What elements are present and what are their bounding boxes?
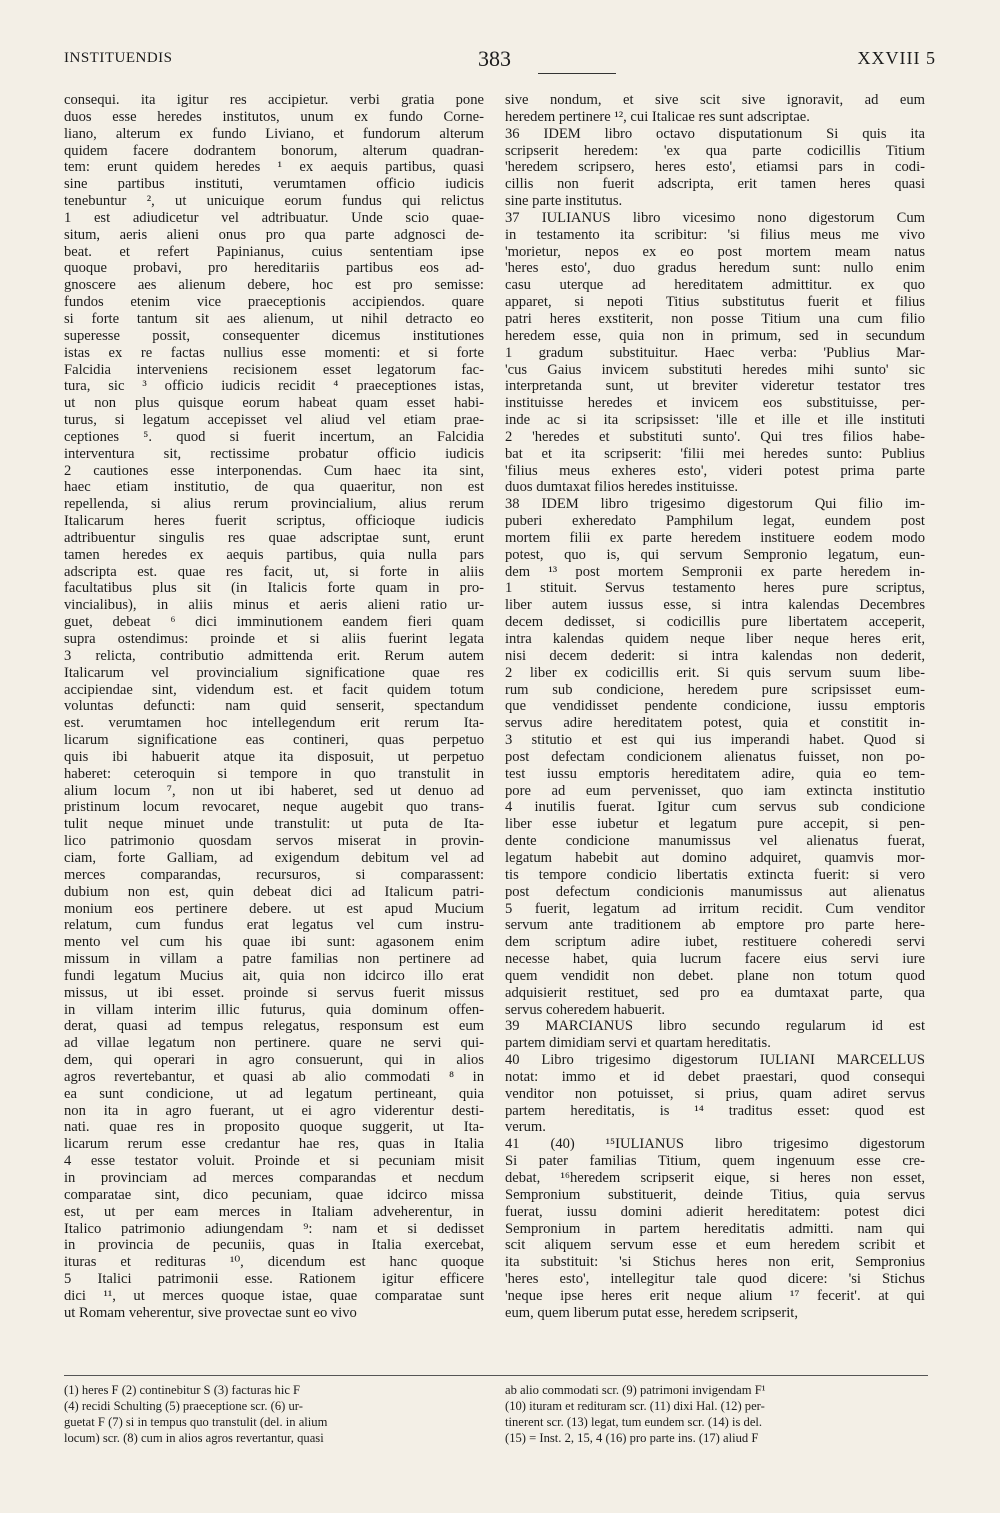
text-line: guet, debeat ⁶ dici imminutionem eandem fieri quam [64, 614, 484, 631]
text-line: tem: erunt quidem heredes ¹ ex aequis partibus, quasi [64, 159, 484, 176]
text-line: Italicarum heres fuerit scriptus, officioque iudicis [64, 513, 484, 530]
text-line: bat et ita scripserit: 'filii mei heredes sunto: Publius [505, 445, 925, 462]
text-line: venditor non potuisset, si prius, quam adiret servus [505, 1085, 925, 1102]
text-line: 41 (40) ¹⁵IULIANUS libro trigesimo digestorum [505, 1136, 925, 1153]
text-line: heredem esse, quia non in primum, sed in secundum [505, 327, 925, 344]
text-line: voluntas defuncti: nam quid senserit, spectandum [64, 698, 484, 715]
text-line: haberet: ceteroquin si tempore in quo transtulit in [64, 765, 484, 782]
text-line: 5 Italici patrimonii esse. Rationem igitur efficere [64, 1271, 484, 1288]
text-line: interventura sit, rectissime probatur officio iudicis [64, 445, 484, 462]
text-line: quem vendidit non debet. plane non totum quod [505, 967, 925, 984]
text-line: Falcidia interveniens recisionem esset legatorum fac- [64, 361, 484, 378]
text-line: nisi decem dederit: si intra kalendas non dederit, [505, 647, 925, 664]
text-line: 1 stituit. Servus testamento heres pure scriptus, [505, 580, 925, 597]
text-line: est. verumtamen hoc intellegendum erit rerum Ita- [64, 715, 484, 732]
text-line: ad villae legatum non pertinere. quare ne servi qui- [64, 1035, 484, 1052]
text-line: potest, quo is, qui servum Sempronio legatum, eun- [505, 546, 925, 563]
running-header [64, 46, 936, 76]
left-text-column [64, 92, 484, 1322]
text-line: non ita in agro fuerant, ut ei agro viderentur desti- [64, 1102, 484, 1119]
text-line: liber autem iussus esse, si intra kalendas Decembres [505, 597, 925, 614]
text-line: derat, quasi ad tempus relegatus, responsum est eum [64, 1018, 484, 1035]
text-line: 4 inutilis fuerat. Igitur cum servus sub condicione [505, 799, 925, 816]
text-line: servus coheredem habuerit. [505, 1001, 666, 1018]
text-line: in testamento ita scribitur: 'si filius meus me vivo [505, 226, 925, 243]
text-line: que vendidisset pendente condicione, iussu emptoris [505, 698, 925, 715]
text-line: 36 IDEM libro octavo disputationum Si quis ita [505, 125, 925, 142]
text-line: 2 cautiones esse interponendas. Cum haec ita sint, [64, 462, 484, 479]
text-line: 'neque ipse heres erit neque alium ¹⁷ fecerit'. at qui [505, 1287, 925, 1304]
text-line: adquisierit restituet, sed pro ea dumtaxat parte, qua [505, 984, 925, 1001]
text-line: comparatae sint, dico pecuniam, quae idcirco missa [64, 1186, 484, 1203]
text-line: inde ac si ita scripsisset: 'ille et ille et ille instituti [505, 412, 925, 429]
text-line: missus, ut ibi esset. proinde si servus fuerit missus [64, 984, 484, 1001]
text-line: dem scriptum adire iubet, restituere coheredi servi [505, 934, 925, 951]
text-line: adtribuentur singulis res quae adscriptae sunt, erunt [64, 529, 484, 546]
page-number: 383 [478, 46, 511, 71]
text-line: tulit neque minuet unde transtulit: ut puta de Ita- [64, 816, 484, 833]
text-line: dem ¹³ post mortem Sempronii ex parte heredem in- [505, 563, 925, 580]
text-line: supra ostendimus: proinde et si aliis fuerint legata [64, 631, 484, 647]
text-line: Si pater familias Titium, quem ingenuum esse cre- [505, 1153, 925, 1170]
text-line: puberi exheredato Pamphilum legat, eundem post [505, 513, 925, 530]
text-line: fundi legatum Mucius ait, quia non idcirco illo erat [64, 967, 484, 984]
text-line: vincialibus), in aliis minus et aeris alieni ratio ur- [64, 597, 484, 614]
text-line: ut Romam veherentur, sive provectae sunt eo vivo [64, 1304, 357, 1321]
text-line: post defectum condicionis manumissus aut alienatus [505, 883, 925, 900]
text-line: tenebuntur ², ut unicuique eorum fundus qui relictus [64, 193, 484, 210]
text-line: ceptiones ⁵. quod si fuerit incertum, an Falcidia [64, 428, 484, 445]
text-line: scit aliquem servum esse et eum heredem scribit et [505, 1237, 925, 1254]
text-line: in villam interim illic futurus, quia dominum offen- [64, 1001, 484, 1018]
text-line: mortem filii ex parte heredem instituere eodem modo [505, 529, 925, 546]
text-line: facultatibus plus sit (in Italicis forte quam in pro- [64, 580, 484, 597]
text-line: ita substituit: 'si Stichus heres non erit, Sempronius [505, 1254, 925, 1271]
text-line: legatum habebit aut domino adquiret, quamvis mor- [505, 849, 925, 866]
text-line: rum sub condicione, heredem pure scripsisset eum- [505, 681, 925, 698]
text-line: relatum, cum fundus erat legatus vel cum instru- [64, 917, 484, 934]
text-line: instituisse heredes et invicem eos substituisse, per- [505, 395, 925, 412]
text-line: repellenda, si alius rerum provincialium, alius rerum [64, 496, 484, 513]
text-line: duos esse heredes institutos, unum ex fundo Corne- [64, 108, 484, 125]
text-line: quis ibi habuerit atque ita disposuit, ut perpetuo [64, 748, 484, 765]
text-line: 'heredem scripsero, heres esto', etiamsi pars in codi- [505, 159, 925, 176]
footnote-line: (1) heres F (2) continebitur S (3) facturas hic F [64, 1383, 301, 1397]
text-line: 40 Libro trigesimo digestorum IULIANI MARCELLUS [505, 1052, 925, 1069]
right-text-column [505, 92, 925, 1322]
footnotes-left [64, 1382, 484, 1446]
text-line: pristinum locum revocaret, neque augebit quo trans- [64, 799, 484, 816]
text-line: liano, alterum ex fundo Liviano, et fundorum alterum [64, 125, 484, 142]
text-line: situm, aeris alieni onus pro qua parte adgnosci de- [64, 226, 484, 243]
text-line: merces comparandas, recursuros, si comparassent: [64, 866, 484, 883]
text-line: licarum rerum esse credantur hae res, quas in Italia [64, 1136, 484, 1153]
text-line: sive nondum, et sive scit sive ignoravit, ad eum [505, 92, 925, 108]
text-line: 'filius meus exheres esto', videri potest prima parte [505, 462, 925, 479]
text-line: 3 stitutio et est qui ius imperandi habet. Quod si [505, 732, 925, 749]
text-line: mento vel cum his quae ibi sunt: agasonem enim [64, 934, 484, 951]
footnote-divider [64, 1375, 928, 1376]
text-line: sine partibus instituti, verumtamen officio iudicis [64, 176, 484, 193]
text-line: 2 'heredes et substituti sunto'. Qui tres filios habe- [505, 428, 925, 445]
text-line: Sempronium substituerit, deinde Titius, quia servus [505, 1186, 925, 1203]
text-line: ea sunt condicione, ut ad legatum pertineant, quia [64, 1085, 484, 1102]
text-line: haec etiam institutio, de qua quaeritur, non est [64, 479, 484, 496]
text-line: debat, ¹⁶heredem scripserit eique, si heres non esset, [505, 1170, 925, 1186]
text-line: alium locum ⁷, non ut ibi haberet, sed ut denuo ad [64, 782, 484, 799]
text-line: accipiendae sint, videndum est. et facit quidem totum [64, 681, 484, 698]
text-line: istas ex re factas nullius esse momenti: et si forte [64, 344, 484, 361]
text-line: servum ante traditionem ab emptore pro parte here- [505, 917, 925, 934]
text-line: interpretanda sunt, ut breviter videretur testator tres [505, 378, 925, 395]
text-line: Italicarum vel provincialium significatione quae res [64, 664, 484, 681]
text-line: 4 esse testator voluit. Proinde et si pecuniam misit [64, 1153, 484, 1170]
text-line: 39 MARCIANUS libro secundo regularum id est [505, 1018, 925, 1035]
text-line: si forte tantum sit aes alienum, ut nihil detracto eo [64, 310, 484, 327]
text-line: 37 IULIANUS libro vicesimo nono digestorum Cum [505, 209, 925, 226]
text-line: partem hereditatis, is ¹⁴ traditus esset: quod est [505, 1102, 925, 1119]
text-line: dente condicione manumissus vel alienatus fuerat, [505, 833, 925, 850]
text-line: necesse habet, quia lucrum facere eius servi iure [505, 951, 925, 968]
text-line: pore ad eum pervenisset, quo iam extincta institutio [505, 782, 925, 799]
text-line: servus adire hereditatem potest, quia et constitit in- [505, 715, 925, 732]
footnote-line: locum) scr. (8) cum in alios agros revertantur, quasi [64, 1431, 324, 1445]
text-line: dem, qui operari in agro consuerunt, qui in alios [64, 1052, 484, 1069]
text-line: 3 relicta, contributio admittenda erit. Rerum autem [64, 647, 484, 664]
text-line: partem dimidiam servi et quartam hereditatis. [505, 1035, 771, 1052]
text-line: sine parte institutus. [505, 193, 623, 210]
text-line: post defectam condicionem alienatus fuisset, non po- [505, 748, 925, 765]
text-line: lico patrimonio quosdam servos miserat in provin- [64, 833, 484, 850]
text-line: 5 fuerit, legatum ad irritum recidit. Cum venditor [505, 900, 925, 917]
text-line: tamen heredes ex aequis partibus, quia nulla pars [64, 546, 484, 563]
text-line: 'heres esto', intellegitur tale quod dicere: 'si Stichus [505, 1271, 925, 1288]
text-line: patri heres exstiterit, non posse Titium una cum filio [505, 310, 925, 327]
text-line: superesse possit, consequenter dicemus institutiones [64, 327, 484, 344]
text-line: ut non plus quisque eorum habeat quam esset habi- [64, 395, 484, 412]
text-line: 'heres esto', duo gradus heredum sunt: nullo enim [505, 260, 925, 277]
text-line: liber esse iubetur et legatum pure accepit, si pen- [505, 816, 925, 833]
text-line: missum in villam a patre familias non pertinere ad [64, 951, 484, 968]
text-line: 'morietur, nepos ex eo post mortem meam natus [505, 243, 925, 260]
text-line: ciam, forte Galliam, ad exigendum debitum vel ad [64, 849, 484, 866]
footnote-line: guetat F (7) si in tempus quo transtulit (del. in alium [64, 1415, 328, 1429]
text-line: 'cus Gaius invicem substituti heredes mihi sunto' sic [505, 361, 925, 378]
footnotes-right [505, 1382, 925, 1446]
text-line: in provinciam ad merces comparandas et necdum [64, 1170, 484, 1186]
text-line: apparet, si nepoti Titius substitutus fuerit et filius [505, 294, 925, 311]
text-line: scripserit heredem: 'ex qua parte codicillis Titium [505, 142, 925, 159]
text-line: quidem facere dodrantem bonorum, alterum quadran- [64, 142, 484, 159]
text-line: 2 liber ex codicillis erit. Si quis servum suum libe- [505, 664, 925, 681]
text-line: test iussu emptoris hereditatem adire, quia eo tem- [505, 765, 925, 782]
text-line: licarum significatione eas contineri, quas perpetuo [64, 732, 484, 749]
text-line: in provincia de pecuniis, quas in Italia exercebat, [64, 1237, 484, 1254]
text-line: casu uterque ad hereditatem admittitur. ex quo [505, 277, 925, 294]
text-line: heredem pertinere ¹², cui Italicae res sunt adscriptae. [505, 108, 810, 125]
footnote-line: ab alio commodati scr. (9) patrimoni invigendam F¹ [505, 1383, 766, 1397]
text-line: beat. et refert Papinianus, cuius sententiam ipse [64, 243, 484, 260]
text-line: 1 gradum substituitur. Haec verba: 'Publius Mar- [505, 344, 925, 361]
text-line: est, ut per eam merces in Italiam adveherentur, in [64, 1203, 484, 1220]
text-line: intra kalendas quidem neque liber neque heres erit, [505, 631, 925, 647]
text-line: Italico patrimonio adiungendam ⁹: nam et si dedisset [64, 1220, 484, 1237]
text-line: dici ¹¹, ut merces quoque istae, quae comparatae sunt [64, 1287, 484, 1304]
text-line: Sempronium in partem hereditatis admitti. nam qui [505, 1220, 925, 1237]
text-line: consequi. ita igitur res accipietur. verbi gratia pone [64, 92, 484, 108]
text-line: ituras et redituras ¹⁰, dicendum est hanc quoque [64, 1254, 484, 1271]
text-line: 1 est adiudicetur vel adtribuatur. Unde scio quae- [64, 209, 484, 226]
text-line: fuerat, iussu domini adierit hereditatem: potest dici [505, 1203, 925, 1220]
footnote-line: tinerent scr. (13) legat, tum eundem scr. (14) is del. [505, 1415, 763, 1429]
footnote-line: (4) recidi Schulting (5) praeceptione scr. (6) ur- [64, 1399, 303, 1413]
footnote-line: (15) = Inst. 2, 15, 4 (16) pro parte ins. (17) aliud F [505, 1431, 759, 1445]
footnote-line: (10) ituram et redituram scr. (11) dixi Hal. (12) per- [505, 1399, 765, 1413]
text-line: turus, si legatum accepisset vel aliud vel etiam prae- [64, 412, 484, 429]
text-line: fundos etenim vice praeceptionis accipiendos. quare [64, 294, 484, 311]
text-line: adscripta est. quae res facit, ut, si forte in aliis [64, 563, 484, 580]
text-line: duos dumtaxat filios heredes instituisse. [505, 479, 739, 496]
header-right-reference: XXVIII 5 [857, 48, 936, 68]
text-line: dubium non est, quin debeat dici ad Italicum patri- [64, 883, 484, 900]
text-line: gnoscere aes alienum debere, hoc est pro semisse: [64, 277, 484, 294]
text-line: nati. quae res in proposito quoque suggerit, ut Ita- [64, 1119, 484, 1136]
text-line: tis tempore condicio libertatis extincta fuerit: si vero [505, 866, 925, 883]
text-line: eum, quem liberum putat esse, heredem scripserit, [505, 1304, 799, 1321]
text-line: monium eos pertinere debere. ut est apud Mucium [64, 900, 484, 917]
text-line: notat: immo et id debet praestari, quod consequi [505, 1068, 925, 1085]
text-line: tura, sic ³ officio iudicis recidit ⁴ praeceptiones istas, [64, 378, 484, 395]
header-rule [538, 73, 616, 74]
text-line: quoque probavi, pro hereditariis partibus eos ad- [64, 260, 484, 277]
header-left-title: INSTITUENDIS [64, 50, 173, 66]
text-line: verum. [505, 1119, 546, 1136]
text-line: cillis non fuerit adscripta, erit tamen heres quasi [505, 176, 925, 193]
text-line: decem dedisset, si codicillis pure libertatem acceperit, [505, 614, 925, 631]
text-line: 38 IDEM libro trigesimo digestorum Qui filio im- [505, 496, 925, 513]
text-line: agros revertebantur, et quasi ab alio commodati ⁸ in [64, 1068, 484, 1085]
